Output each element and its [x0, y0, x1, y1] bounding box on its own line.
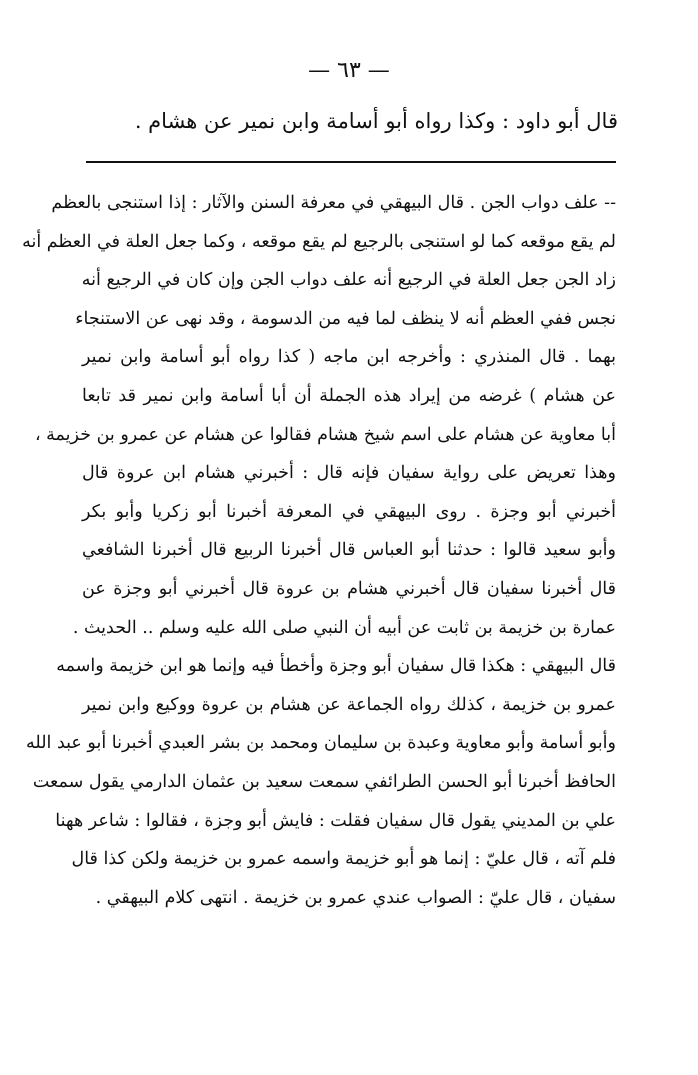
- main-text: قال أبو داود : وكذا رواه أبو أسامة وابن نمير عن هشام .: [134, 109, 618, 133]
- footnote-line: سفيان ، قال عليّ : الصواب عندي عمرو بن خزيمة . انتهى كلام البيهقي .: [95, 887, 616, 908]
- page-number: — ٦٣ —: [308, 58, 390, 83]
- footnote-line: وهذا تعريض على رواية سفيان فإنه قال : أخبرني هشام ابن عروة قال: [82, 463, 616, 484]
- footnote-line: نجس ففي العظم أنه لا ينظف لما فيه من الدسومة ، وقد نهى عن الاستنجاء: [75, 308, 616, 329]
- footnote-line: فلم آته ، قال عليّ : إنما هو أبو خزيمة واسمه عمرو بن خزيمة ولكن كذا قال: [71, 849, 616, 870]
- footnote-line: زاد الجن جعل العلة في الرجيع أنه علف دواب الجن وإن كان في الرجيع أنه: [81, 270, 616, 291]
- footnote-line: -- علف دواب الجن . قال البيهقي في معرفة السنن والآثار : إذا استنجى بالعظم: [51, 193, 616, 213]
- footnote-line: أبا معاوية عن هشام على اسم شيخ هشام فقالوا عن هشام عن عمرو بن خزيمة ،: [34, 424, 616, 445]
- footnote-line: قال أخبرنا سفيان قال أخبرني هشام بن عروة قال أخبرني أبو وجزة عن: [82, 578, 616, 599]
- footnote-line: عمارة بن خزيمة بن ثابت عن أبيه أن النبي صلى الله عليه وسلم .. الحديث .: [72, 617, 616, 638]
- footnote-line: الحافظ أخبرنا أبو الحسن الطرائفي سمعت سعيد بن عثمان الدارمي يقول سمعت: [32, 771, 616, 792]
- footnote-line: عن هشام ) غرضه من إيراد هذه الجملة أن أبا أسامة وابن نمير قد تابعا: [82, 385, 616, 406]
- footnote-line: أخبرني أبو وجزة . روى البيهقي في المعرفة أخبرنا أبو زكريا وأبو بكر: [82, 501, 616, 522]
- footnote-line: علي بن المديني يقول قال سفيان فقلت : فايش أبو وجزة ، فقالوا : شاعر ههنا: [55, 810, 616, 831]
- footnote-line: عمرو بن خزيمة ، كذلك رواه الجماعة عن هشام بن عروة ووكيع وابن نمير: [82, 694, 616, 715]
- footnote: [22, 184, 616, 917]
- footnote-line: بهما . قال المنذري : وأخرجه ابن ماجه ( كذا رواه أبو أسامة وابن نمير: [82, 347, 616, 368]
- footnote-separator: [86, 161, 616, 163]
- footnote-line: وأبو سعيد قالوا : حدثنا أبو العباس قال أخبرنا الربيع قال أخبرنا الشافعي: [82, 540, 616, 561]
- footnote-line: لم يقع موقعه كما لو استنجى بالرجيع لم يقع موقعه ، وكما جعل العلة في العظم أنه: [22, 231, 616, 252]
- footnote-line: وأبو أسامة وأبو معاوية وعبدة بن سليمان ومحمد بن بشر العبدي أخبرنا أبو عبد الله: [26, 733, 616, 754]
- footnote-line: قال البيهقي : هكذا قال سفيان أبو وجزة وأخطأ فيه وإنما هو ابن خزيمة واسمه: [56, 656, 616, 677]
